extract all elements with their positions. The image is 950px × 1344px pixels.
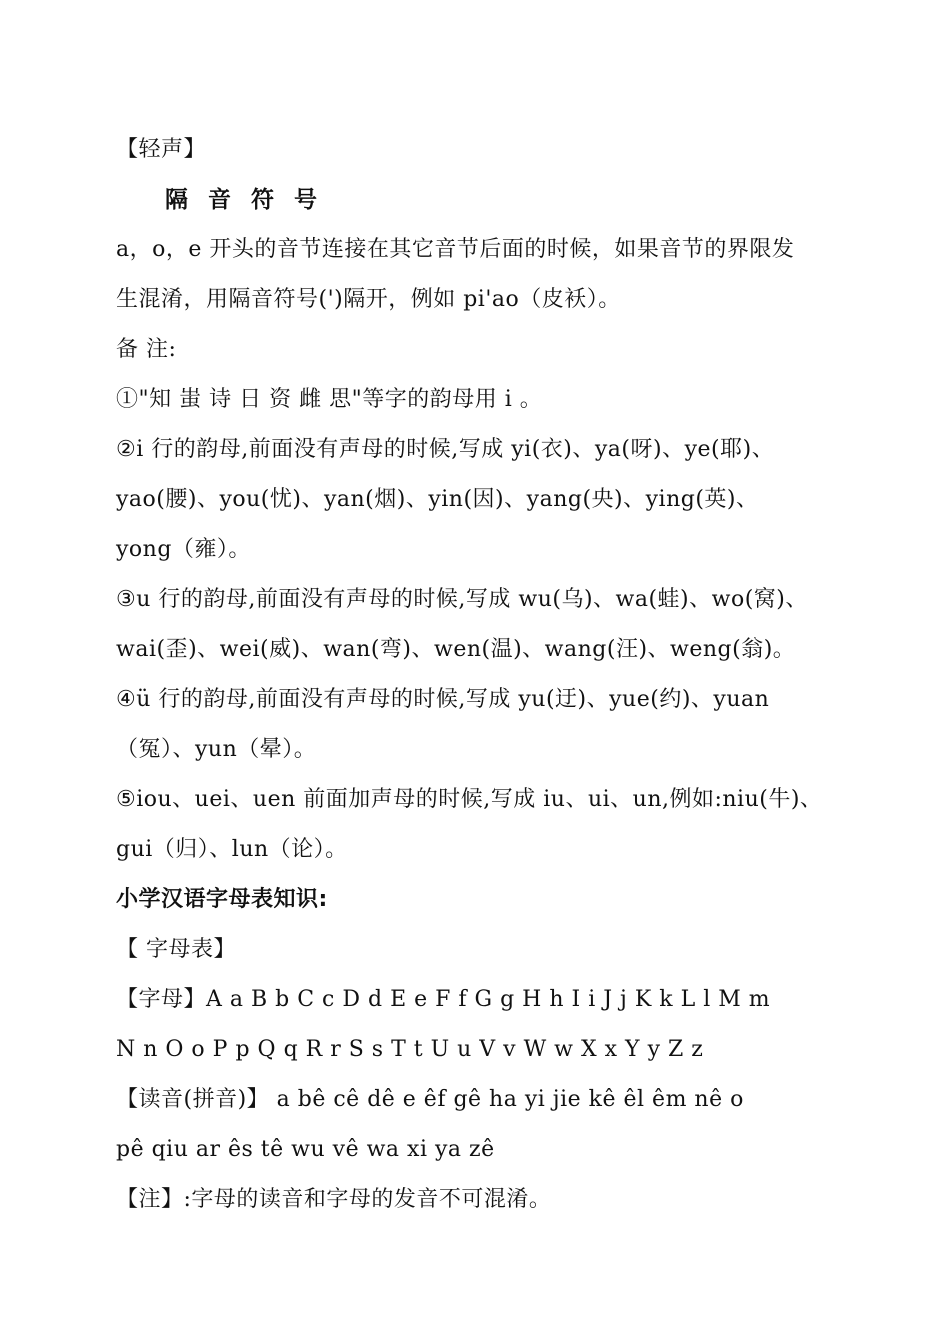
letters-line-2: N n O o P p Q q R r S s T t U u V v W w X x Y y Z z xyxy=(116,1037,704,1062)
reading-line-1: 【读音(拼音)】 a bê cê dê e êf gê ha yi jie kê êl êm nê o xyxy=(116,1087,744,1112)
notes-label: 备 注: xyxy=(116,337,177,362)
alphabet-label: 【 字母表】 xyxy=(116,937,236,962)
note-line-8: （冤）、yun（晕）。 xyxy=(116,737,317,762)
note-line-9: ⑤iou、uei、uen 前面加声母的时候,写成 iu、ui、un,例如:niu(牛)、 xyxy=(116,787,823,812)
note-line-4: yong（雍）。 xyxy=(116,537,251,562)
note-line-6: wai(歪)、wei(威)、wan(弯)、wen(温)、wang(汪)、weng(翁)。 xyxy=(116,637,796,662)
note-line-3: yao(腰)、you(忧)、yan(烟)、yin(因)、yang(央)、ying(英)、 xyxy=(116,487,759,512)
letters-line-1: 【字母】A a B b C c D d E e F f G g H h I i J j K k L l M m xyxy=(116,987,771,1012)
note-line-7: ④ü 行的韵母,前面没有声母的时候,写成 yu(迂)、yue(约)、yuan xyxy=(116,687,770,712)
note-line-1: ①"知 蚩 诗 日 资 雌 思"等字的韵母用 i 。 xyxy=(116,387,543,412)
paragraph-line-1: a，o，e 开头的音节连接在其它音节后面的时候，如果音节的界限发 xyxy=(116,237,795,262)
note-line-2: ②i 行的韵母,前面没有声母的时候,写成 yi(衣)、ya(呀)、ye(耶)、 xyxy=(116,437,775,462)
paragraph-line-2: 生混淆，用隔音符号(')隔开，例如 pi'ao（皮袄）。 xyxy=(116,287,621,312)
section-label: 【轻声】 xyxy=(116,137,207,162)
heading-separator-mark: 隔 音 符 号 xyxy=(165,187,324,213)
note-line-5: ③u 行的韵母,前面没有声母的时候,写成 wu(乌)、wa(蛙)、wo(窝)、 xyxy=(116,587,808,612)
reading-line-2: pê qiu ar ês tê wu vê wa xi ya zê xyxy=(116,1137,495,1162)
knowledge-heading: 小学汉语字母表知识: xyxy=(116,887,328,912)
note-line-10: gui（归）、lun（论）。 xyxy=(116,837,348,862)
footnote: 【注】:字母的读音和字母的发音不可混淆。 xyxy=(116,1187,552,1212)
